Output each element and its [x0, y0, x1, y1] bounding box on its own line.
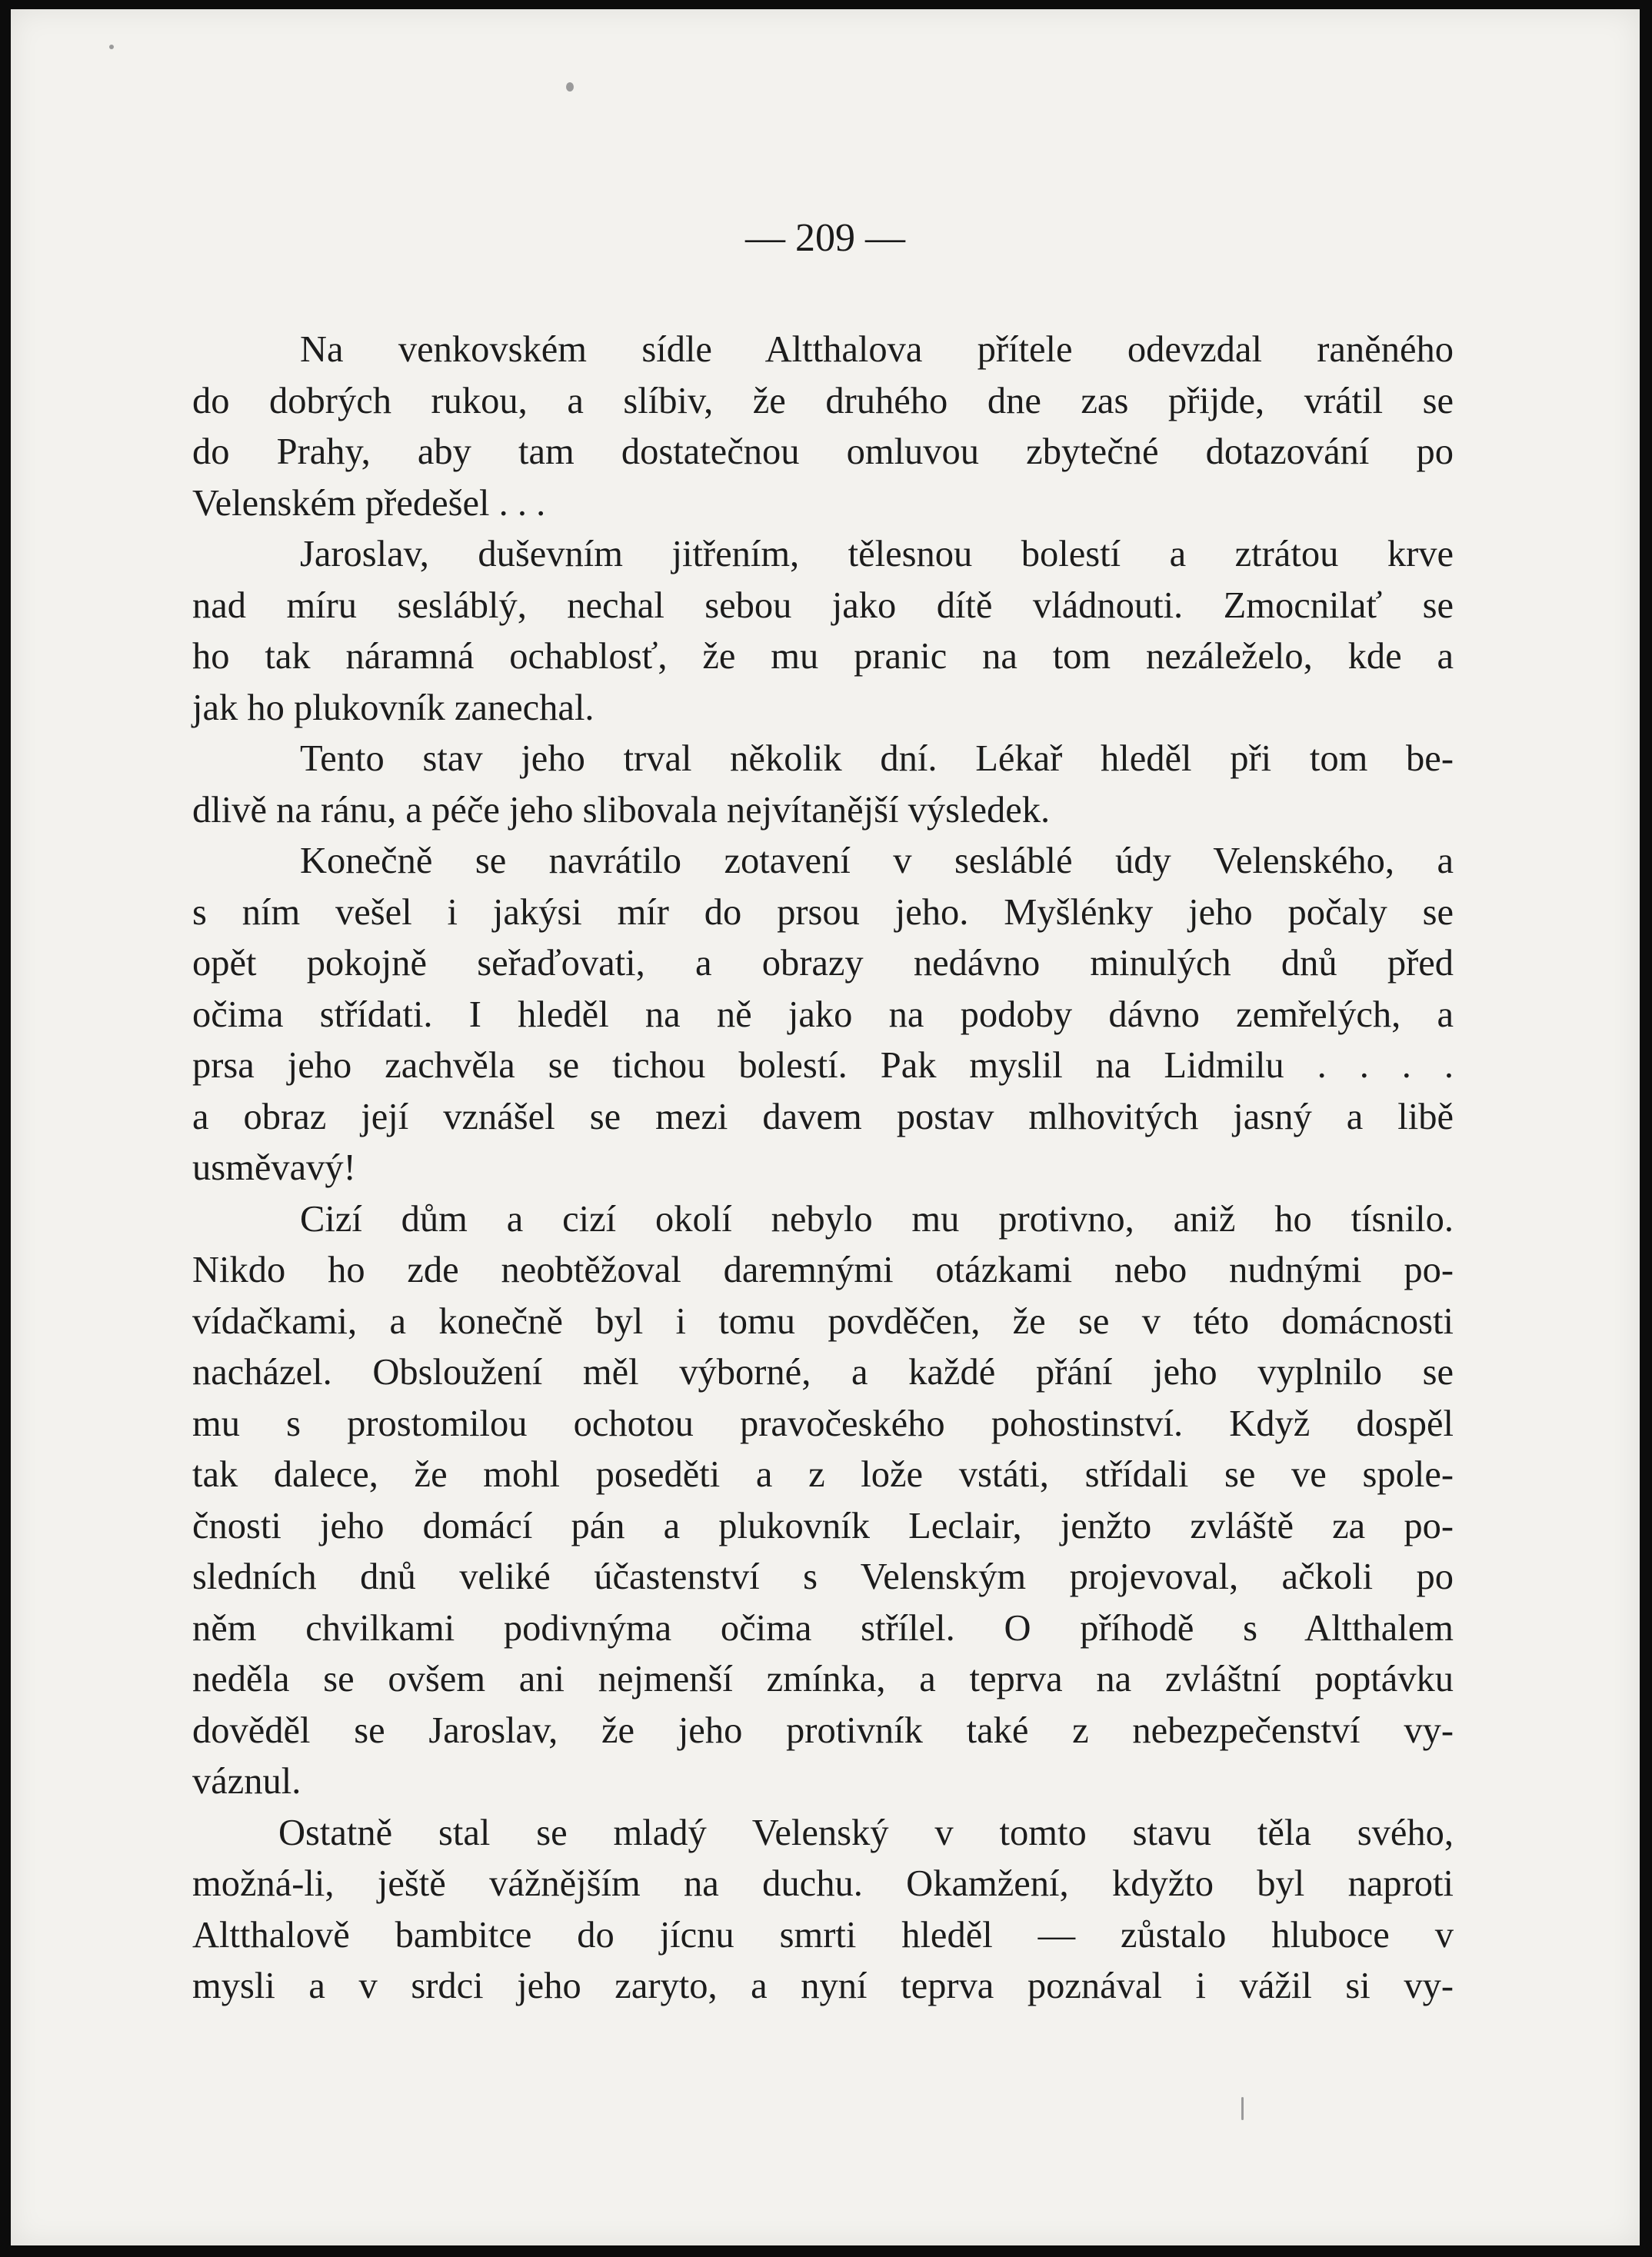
- text-line: něm chvilkami podivnýma očima střílel. O příhodě s Altthalem: [192, 1607, 1454, 1649]
- text-line: Jaroslav, duševním jitřením, tělesnou bolestí a ztrátou krve: [300, 534, 1454, 574]
- text-line: nad míru sesláblý, nechal sebou jako dítě vládnouti. Zmocnilať se: [192, 584, 1454, 626]
- text-line: Cizí dům a cizí okolí nebylo mu protivno, aniž ho tísnilo.: [300, 1198, 1454, 1240]
- paragraph: [192, 836, 1454, 1194]
- paper-speck: [566, 82, 574, 92]
- paragraph: [192, 529, 1454, 734]
- body-text: [192, 325, 1454, 2012]
- text-line: Nikdo ho zde neobtěžoval daremnými otázkami nebo nudnými po-: [192, 1250, 1454, 1290]
- page-number: — 209 —: [745, 216, 905, 260]
- paragraph: [192, 1808, 1454, 2012]
- text-line: mysli a v srdci jeho zaryto, a nyní teprva poznával i vážil si vy-: [192, 1966, 1454, 2006]
- book-page: [11, 9, 1640, 2245]
- text-line: mu s prostomilou ochotou pravočeského pohostinství. Když dospěl: [192, 1403, 1454, 1444]
- text-line: s ním vešel i jakýsi mír do prsou jeho. Myšlénky jeho počaly se: [192, 891, 1454, 933]
- text-line: dlivě na ránu, a péče jeho slibovala nejvítanější výsledek.: [192, 789, 1051, 831]
- text-line: opět pokojně seřaďovati, a obrazy nedávno minulých dnů před: [192, 943, 1454, 984]
- text-line: dověděl se Jaroslav, že jeho protivník také z nebezpečenství vy-: [192, 1709, 1454, 1751]
- text-line: Ostatně stal se mladý Velenský v tomto stavu těla svého,: [278, 1812, 1454, 1853]
- paper-speck: [1241, 2097, 1244, 2120]
- text-line: vídačkami, a konečně byl i tomu povděčen, že se v této domácnosti: [192, 1300, 1454, 1342]
- paragraph: [192, 734, 1454, 836]
- text-line: Altthalově bambitce do jícnu smrti hleděl — zůstalo hluboce v: [192, 1914, 1454, 1956]
- text-line: váznul.: [192, 1761, 301, 1802]
- paragraph: [192, 1194, 1454, 1808]
- text-line: usměvavý!: [192, 1147, 356, 1188]
- text-line: čnosti jeho domácí pán a plukovník Leclair, jenžto zvláště za po-: [192, 1505, 1454, 1546]
- text-line: očima střídati. I hleděl na ně jako na podoby dávno zemřelých, a: [192, 994, 1454, 1035]
- paragraph: [192, 325, 1454, 529]
- text-line: Na venkovském sídle Altthalova přítele odevzdal raněného: [300, 329, 1454, 370]
- text-line: tak dalece, že mohl poseděti a z lože vstáti, střídali se ve spole-: [192, 1454, 1454, 1495]
- text-line: jak ho plukovník zanechal.: [192, 687, 595, 728]
- paper-speck: [109, 45, 114, 49]
- text-line: Tento stav jeho trval několik dní. Lékař hleděl při tom be-: [300, 738, 1454, 779]
- text-line: Velenském předešel . . .: [192, 482, 546, 524]
- text-line: prsa jeho zachvěla se tichou bolestí. Pak myslil na Lidmilu . . . .: [192, 1045, 1454, 1086]
- text-line: do Prahy, aby tam dostatečnou omluvou zbytečné dotazování po: [192, 431, 1454, 472]
- text-line: Konečně se navrátilo zotavení v sesláblé údy Velenského, a: [300, 841, 1454, 881]
- text-line: sledních dnů veliké účastenství s Velenským projevoval, ačkoli po: [192, 1556, 1454, 1597]
- text-line: možná-li, ještě vážnějším na duchu. Okamžení, kdyžto byl naproti: [192, 1863, 1454, 1904]
- text-line: ho tak náramná ochablosť, že mu pranic na tom nezáleželo, kde a: [192, 636, 1454, 677]
- text-line: neděla se ovšem ani nejmenší zmínka, a teprva na zvláštní poptávku: [192, 1659, 1454, 1699]
- text-line: a obraz její vznášel se mezi davem postav mlhovitých jasný a libě: [192, 1096, 1454, 1137]
- text-line: nacházel. Obsloužení měl výborné, a každé přání jeho vyplnilo se: [192, 1352, 1454, 1393]
- text-line: do dobrých rukou, a slíbiv, že druhého dne zas přijde, vrátil se: [192, 380, 1454, 421]
